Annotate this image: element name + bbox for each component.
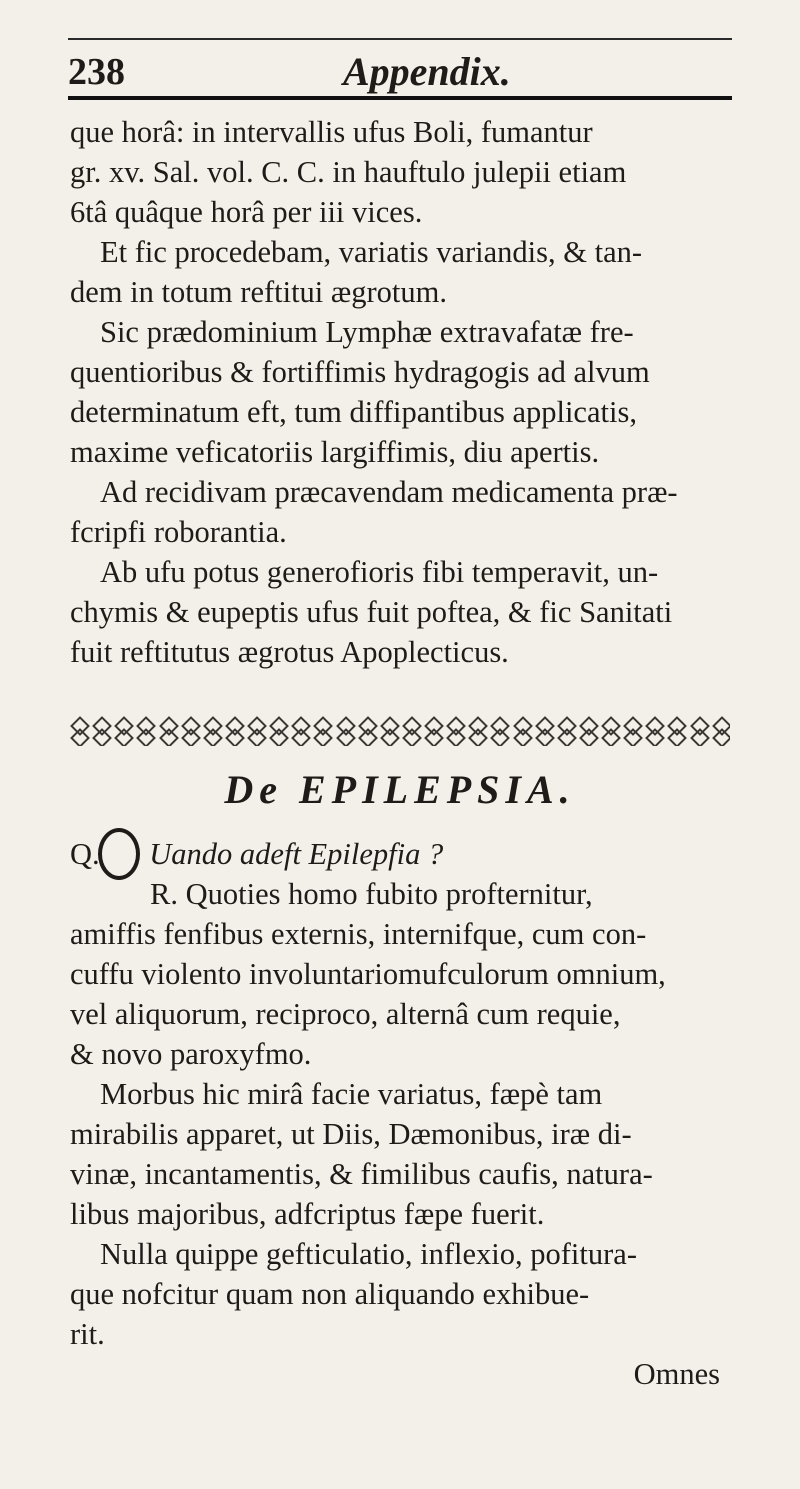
ornament-icon <box>136 720 154 742</box>
text-line: Sic prædominium Lymphæ extravafatæ fre- <box>100 315 634 349</box>
text-line: Morbus hic mirâ facie variatus, fæpè tam <box>100 1077 603 1111</box>
text-line: Nulla quippe gefticulatio, inflexio, pofitura- <box>100 1237 637 1271</box>
text-line: que nofcitur quam non aliquando exhibue- <box>70 1277 590 1311</box>
text-line: vinæ, incantamentis, & fimilibus caufis, natura- <box>70 1157 653 1191</box>
running-title: Appendix. <box>343 49 511 94</box>
answer-line <box>70 874 730 914</box>
page-header <box>68 40 728 96</box>
question-text: Uando adeft Epilepfia ? <box>149 837 444 871</box>
ornament-icon <box>513 720 531 742</box>
text-line: que horâ: in intervallis ufus Boli, fumantur <box>70 115 593 149</box>
ornament-icon <box>446 720 464 742</box>
text-line: Ab ufu potus generofioris fibi temperavit, un- <box>100 555 659 589</box>
question-prefix: Q. <box>70 837 100 871</box>
ornament-icon <box>623 720 641 742</box>
text-line: Ad recidivam præcavendam medicamenta præ- <box>100 475 678 509</box>
text-line: 6tâ quâque horâ per iii vices. <box>70 195 423 229</box>
text-line: chymis & eupeptis ufus fuit poftea, & fic Sanitati <box>70 595 673 629</box>
ornament-icon <box>336 720 354 742</box>
ornament-icon <box>159 720 177 742</box>
ornament-icon <box>92 720 110 742</box>
ornament-icon <box>645 720 663 742</box>
ornament-icon <box>70 720 88 742</box>
ornament-icon <box>114 720 132 742</box>
text-line: fcripfi roborantia. <box>70 515 287 549</box>
appendix-text <box>70 112 730 672</box>
text-line: dem in totum reftitui ægrotum. <box>70 275 447 309</box>
text-line: quentioribus & fortiffimis hydragogis ad alvum <box>70 355 650 389</box>
question-line <box>70 834 730 874</box>
ornament-icon <box>203 720 221 742</box>
catchword: Omnes <box>633 1357 720 1391</box>
answer-text: R. Quoties homo fubito profternitur, <box>150 877 593 911</box>
ornament-icon <box>490 720 508 742</box>
ornament-band <box>70 716 730 746</box>
ornament-icon <box>380 720 398 742</box>
ornament-icon <box>601 720 619 742</box>
ornament-icon <box>468 720 486 742</box>
ornament-icon <box>269 720 287 742</box>
text-line: gr. xv. Sal. vol. C. C. in hauftulo julepii etiam <box>70 155 627 189</box>
text-line: vel aliquorum, reciproco, alternâ cum requie, <box>70 997 621 1031</box>
ornament-icon <box>313 720 331 742</box>
text-line: maxime veficatoriis largiffimis, diu apertis. <box>70 435 600 469</box>
ornament-icon <box>667 720 685 742</box>
ornament-icon <box>181 720 199 742</box>
text-line: fuit reftitutus ægrotus Apoplecticus. <box>70 635 509 669</box>
ornament-icon <box>247 720 265 742</box>
text-line: & novo paroxyfmo. <box>70 1037 312 1071</box>
text-line: libus majoribus, adfcriptus fæpe fuerit. <box>70 1197 545 1231</box>
text-line: Et fic procedebam, variatis variandis, & tan- <box>100 235 643 269</box>
text-line: determinatum eft, tum diffipantibus applicatis, <box>70 395 637 429</box>
dropcap-o-icon <box>98 828 140 880</box>
page-number: 238 <box>68 51 125 93</box>
ornament-icon <box>225 720 243 742</box>
section-title: De EPILEPSIA. <box>224 767 576 812</box>
text-line: amiffis fenfibus externis, internifque, cum con- <box>70 917 647 951</box>
text-line: rit. <box>70 1317 105 1351</box>
ornament-icon <box>557 720 575 742</box>
epilepsia-text <box>70 834 730 1394</box>
ornament-icon <box>402 720 420 742</box>
ornament-icon <box>358 720 376 742</box>
ornament-icon <box>291 720 309 742</box>
ornament-icon <box>579 720 597 742</box>
text-line: cuffu violento involuntariomufculorum omnium, <box>70 957 666 991</box>
ornament-icon <box>424 720 442 742</box>
ornament-icon <box>690 720 708 742</box>
header-rule <box>68 96 732 100</box>
text-line: mirabilis apparet, ut Diis, Dæmonibus, iræ di- <box>70 1117 632 1151</box>
ornament-icon <box>712 720 730 742</box>
ornament-icon <box>535 720 553 742</box>
